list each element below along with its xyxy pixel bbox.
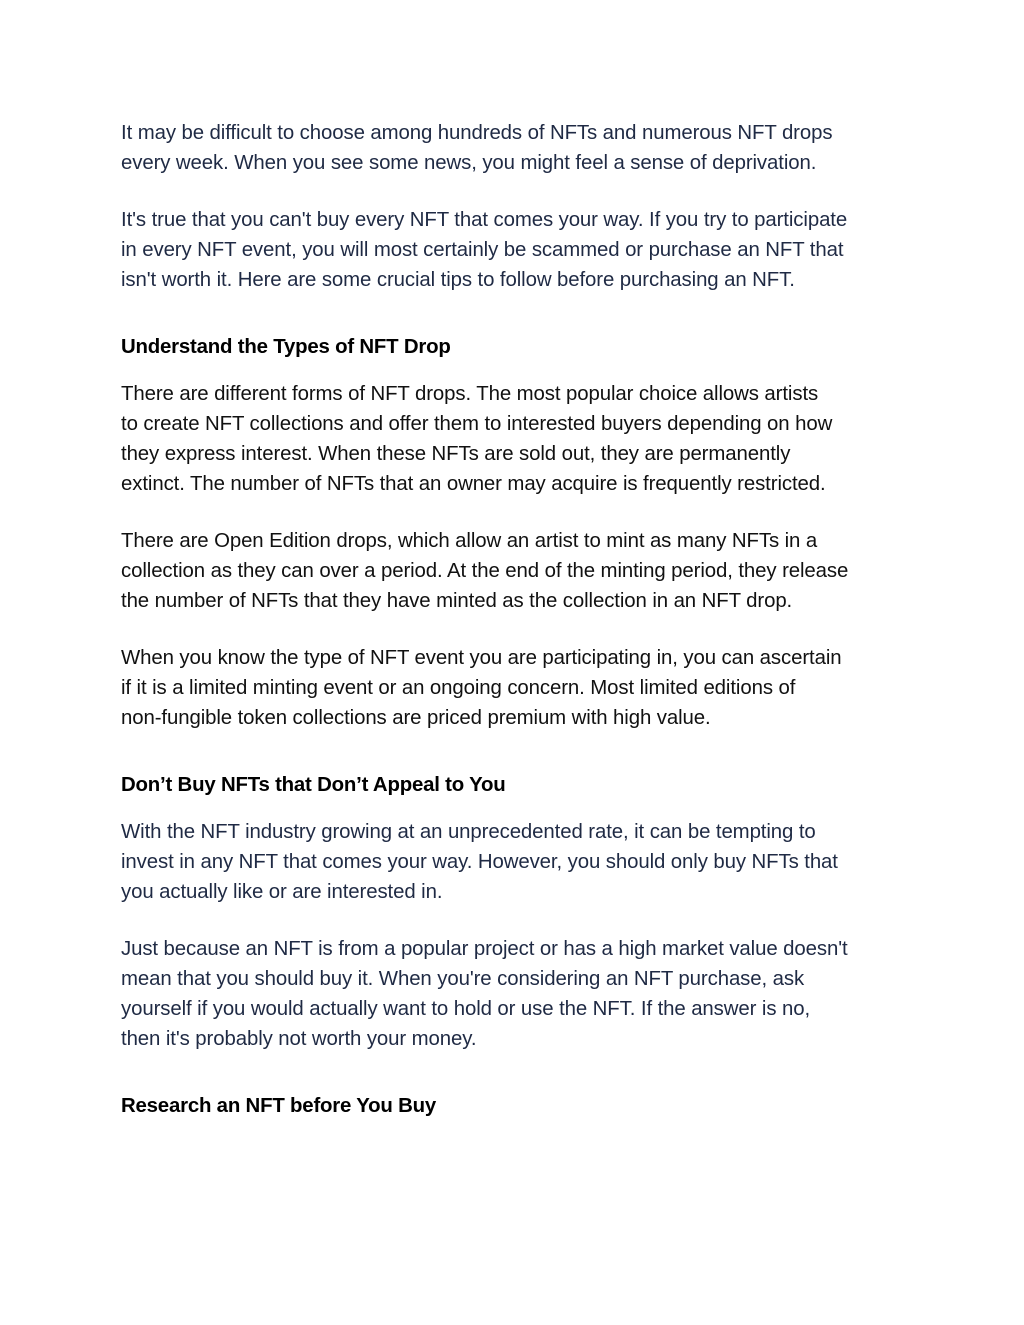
section-heading-nft-drop-types: Understand the Types of NFT Drop [121,336,451,358]
text-line: non-fungible token collections are priced premium with high value. [121,707,711,729]
document-page [121,118,911,1138]
text-line: yourself if you would actually want to hold or use the NFT. If the answer is no, [121,998,811,1020]
text-line: collection as they can over a period. At the end of the minting period, they release [121,560,849,582]
text-line: you actually like or are interested in. [121,881,443,903]
text-line: It's true that you can't buy every NFT that comes your way. If you try to participate [121,209,848,231]
text-line: There are different forms of NFT drops. The most popular choice allows artists [121,383,819,405]
section-1-paragraph-2 [121,526,911,616]
section-heading-research: Research an NFT before You Buy [121,1095,437,1117]
section-1-paragraph-3 [121,643,911,733]
text-line: isn't worth it. Here are some crucial tips to follow before purchasing an NFT. [121,269,795,291]
text-line: mean that you should buy it. When you're considering an NFT purchase, ask [121,968,805,990]
section-2-paragraph-2 [121,934,911,1054]
text-line: every week. When you see some news, you might feel a sense of deprivation. [121,152,817,174]
intro-paragraph-1 [121,118,911,178]
text-line: It may be difficult to choose among hundreds of NFTs and numerous NFT drops [121,122,833,144]
text-line: they express interest. When these NFTs are sold out, they are permanently [121,443,791,465]
section-heading-appeal: Don’t Buy NFTs that Don’t Appeal to You [121,774,506,796]
text-line: Just because an NFT is from a popular project or has a high market value doesn't [121,938,848,960]
text-line: There are Open Edition drops, which allow an artist to mint as many NFTs in a [121,530,818,552]
text-line: then it's probably not worth your money. [121,1028,477,1050]
section-1-paragraph-1 [121,379,911,499]
text-line: With the NFT industry growing at an unprecedented rate, it can be tempting to [121,821,816,843]
text-line: extinct. The number of NFTs that an owner may acquire is frequently restricted. [121,473,826,495]
text-line: in every NFT event, you will most certainly be scammed or purchase an NFT that [121,239,844,261]
text-line: When you know the type of NFT event you are participating in, you can ascertain [121,647,842,669]
text-line: the number of NFTs that they have minted as the collection in an NFT drop. [121,590,793,612]
section-2-paragraph-1 [121,817,911,907]
text-line: if it is a limited minting event or an ongoing concern. Most limited editions of [121,677,796,699]
text-line: invest in any NFT that comes your way. However, you should only buy NFTs that [121,851,838,873]
intro-paragraph-2 [121,205,911,295]
text-line: to create NFT collections and offer them to interested buyers depending on how [121,413,833,435]
